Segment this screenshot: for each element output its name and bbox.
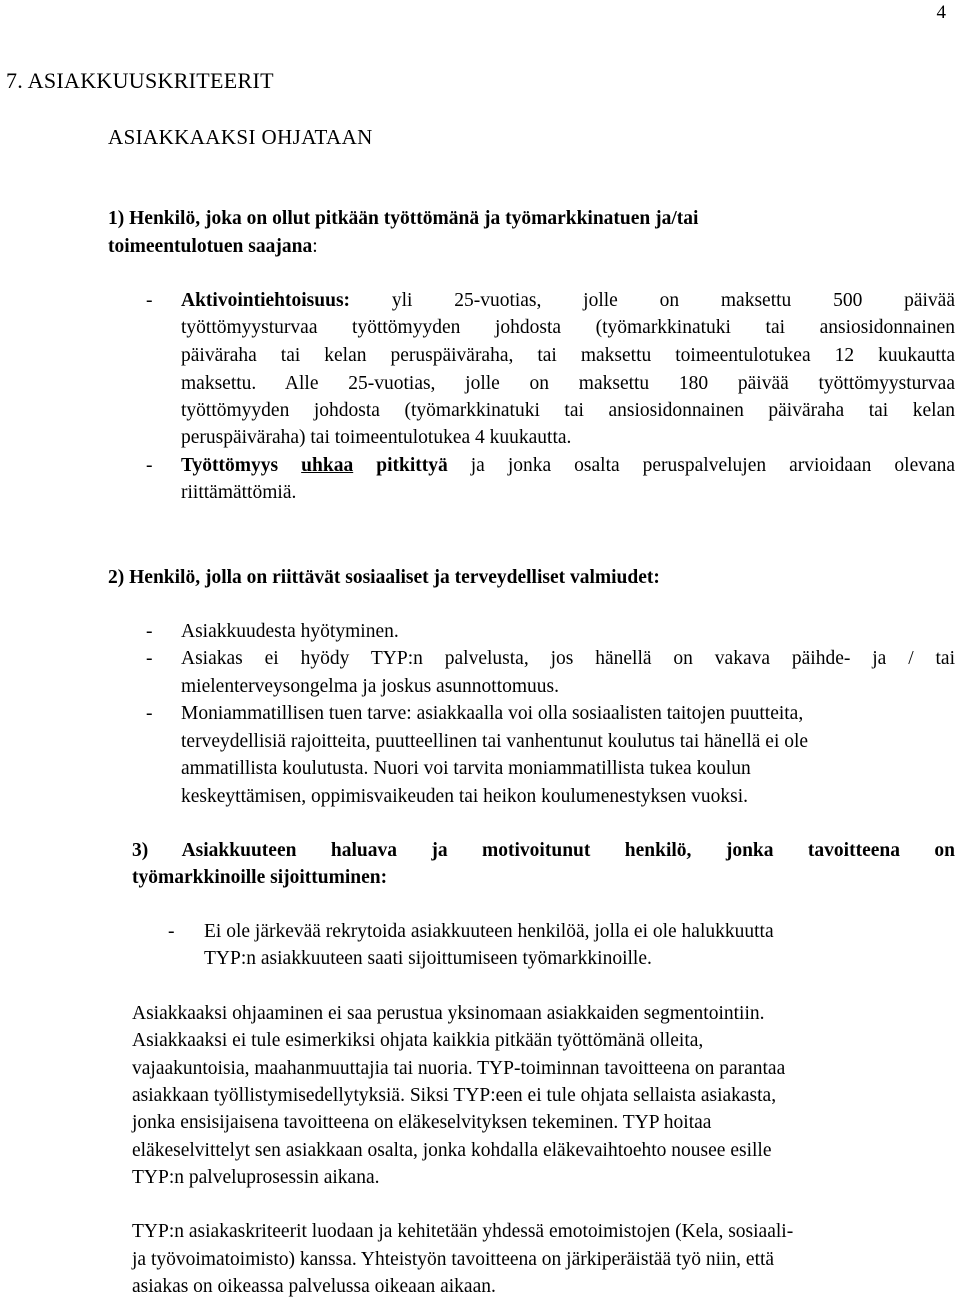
paragraph-line: eläkeselvittelyt sen asiakkaan osalta, jonka kohdalla eläkevaihtoehto nousee esille [132, 1140, 772, 1161]
bullet-line: riittämättömiä. [181, 482, 297, 503]
bullet-line: Asiakas ei hyödy TYP:n palvelusta, jos hänellä on vakava päihde- ja / tai [181, 648, 955, 669]
bullet-line: Työttömyys uhkaa pitkittyä ja jonka osalta peruspalvelujen arvioidaan olevana [181, 455, 956, 476]
bullet-line: päiväraha tai kelan peruspäiväraha, tai maksettu toimeentulotukea 12 kuukautta [181, 345, 955, 366]
section-3-heading-line: työmarkkinoille sijoittuminen: [132, 867, 388, 888]
section-1-heading-line: 1) Henkilö, joka on ollut pitkään työttömänä ja työmarkkinatuen ja/tai [108, 208, 699, 229]
bullet-line: Ei ole järkevää rekrytoida asiakkuuteen henkilöä, jolla ei ole halukkuutta [204, 921, 774, 942]
bullet-dash: - [168, 921, 175, 942]
bullet-dash: - [146, 455, 153, 476]
bullet-line: mielenterveysongelma ja joskus asunnottomuus. [181, 676, 560, 697]
paragraph-line: ja työvoimatoimisto) kanssa. Yhteistyön tavoitteena on järkiperäistää työ niin, että [132, 1249, 775, 1270]
bullet-line: peruspäiväraha) tai toimeentulotukea 4 kuukautta. [181, 427, 572, 448]
paragraph-line: asiakas on oikeassa palvelussa oikeaan aikaan. [132, 1276, 496, 1297]
bullet-line: työttömyysturvaa työttömyyden johdosta (työmarkkinatuki tai ansiosidonnainen [181, 317, 955, 338]
section-3-heading-line: 3) Asiakkuuteen haluava ja motivoitunut henkilö, jonka tavoitteena on [132, 840, 955, 861]
paragraph-line: vajaakuntoisia, maahanmuuttajia tai nuoria. TYP-toiminnan tavoitteena on parantaa [132, 1058, 786, 1079]
section-2-heading: 2) Henkilö, jolla on riittävät sosiaaliset ja terveydelliset valmiudet: [108, 567, 660, 588]
bullet-line: työttömyyden johdosta (työmarkkinatuki tai ansiosidonnainen päiväraha tai kelan [181, 400, 955, 421]
bullet-dash: - [146, 648, 153, 669]
bullet-line: Asiakkuudesta hyötyminen. [181, 621, 399, 642]
bullet-line: Moniammatillisen tuen tarve: asiakkaalla voi olla sosiaalisten taitojen puutteita, [181, 703, 804, 724]
bullet-dash: - [146, 290, 153, 311]
paragraph-line: Asiakkaaksi ei tule esimerkiksi ohjata kaikkia pitkään työttömänä olleita, [132, 1030, 704, 1051]
paragraph-line: TYP:n palveluprosessin aikana. [132, 1167, 380, 1188]
bullet-dash: - [146, 703, 153, 724]
paragraph-line: TYP:n asiakaskriteerit luodaan ja kehitetään yhdessä emotoimistojen (Kela, sosiaali- [132, 1221, 794, 1242]
bullet-line: terveydellisiä rajoitteita, puutteellinen tai vanhentunut koulutus tai hänellä ei ole [181, 731, 809, 752]
bullet-line: TYP:n asiakkuuteen saati sijoittumiseen työmarkkinoille. [204, 948, 652, 969]
paragraph-line: jonka ensisijaisena tavoitteena on eläkeselvityksen tekeminen. TYP hoitaa [132, 1112, 712, 1133]
bullet-dash: - [146, 621, 153, 642]
page-title: 7. ASIAKKUUSKRITEERIT [6, 68, 274, 93]
bullet-line: Aktivointiehtoisuus: yli 25-vuotias, jolle on maksettu 500 päivää [181, 290, 955, 311]
bullet-line: keskeyttämisen, oppimisvaikeuden tai heikon koulumenestyksen vuoksi. [181, 786, 749, 807]
bullet-line: maksettu. Alle 25-vuotias, jolle on maksettu 180 päivää työttömyysturvaa [181, 373, 955, 394]
section-1-heading-line: toimeentulotuen saajana: [108, 236, 318, 257]
page-number: 4 [936, 2, 946, 23]
bullet-line: ammatillista koulutusta. Nuori voi tarvita moniammatillista tukea koulun [181, 758, 751, 779]
section-subtitle: ASIAKKAAKSI OHJATAAN [108, 125, 373, 149]
paragraph-line: asiakkaan työllistymisedellytyksiä. Siksi TYP:een ei tule ohjata sellaista asiakasta, [132, 1085, 777, 1106]
paragraph-line: Asiakkaaksi ohjaaminen ei saa perustua yksinomaan asiakkaiden segmentointiin. [132, 1003, 765, 1024]
